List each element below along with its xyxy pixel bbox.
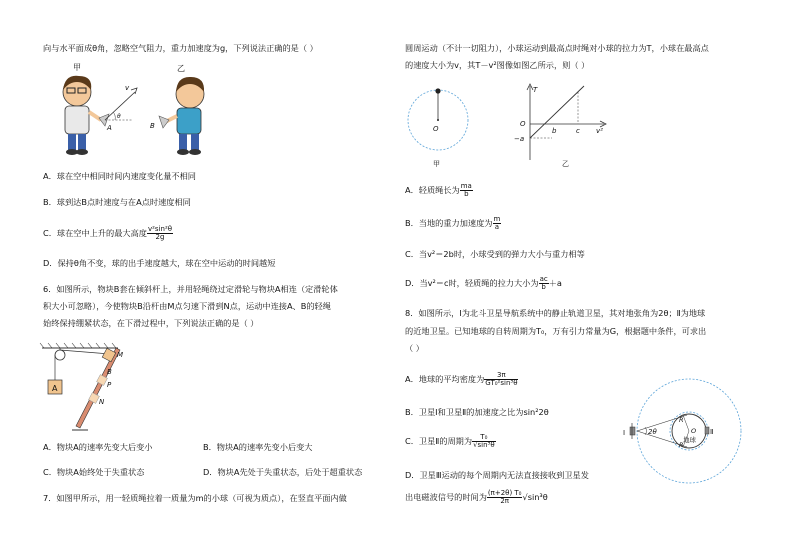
label-yi: 乙 [177,64,185,73]
frac-num: ma [460,182,472,190]
q6-option-c: C．物块A始终处于失重状态 [43,467,145,477]
frac-num: 3π [484,372,518,380]
q6-figure [38,340,143,432]
frac-num: T₀ [472,434,496,442]
q7-option-b-text: B．当地的重力加速度为 [405,218,493,228]
frac-num: (π+2θ) T₀ [487,489,522,497]
frac-den: b [541,283,546,291]
q5-figure [55,62,220,160]
b-tick-label: b [552,127,557,135]
q7-option-a [405,183,473,198]
frac-num: v²sin²θ [147,225,173,233]
c-tick-label: c [576,127,580,135]
frac-num: ac [539,275,548,283]
q7-line-1: 7．如图甲所示，用一轻质绳拉着一质量为m的小球（可视为质点），在竖直平面内做 [43,493,347,503]
frac-num: m [493,215,501,223]
v2-axis-label: v² [596,127,603,135]
q7-option-a-fraction [460,183,473,198]
boy-yi-illustration [159,77,204,155]
q5-intro: 向与水平面成θ角，忽略空气阻力，重力加速度为g，下列说法正确的是（ ） [43,43,318,53]
label-theta: θ [117,113,121,120]
q6-line-2: 积大小可忽略），今使物块B沿杆由M点匀速下滑到N点，运动中连接A、B的轻绳 [43,301,331,311]
q8-figure [615,375,763,490]
point-p-label: P [107,381,112,389]
q5-option-c-text: C．球在空中上升的最大高度 [43,228,147,238]
q7-option-d-text: D．当v²＝c时，轻质绳的拉力大小为 [405,278,539,288]
q7-option-b [405,216,501,231]
q7-line-3: 的速度大小为v，其T－v²图像如图乙所示，则（ ） [405,60,590,70]
sat-1-label: Ⅰ [623,429,626,437]
label-v: v [125,84,130,92]
q8-option-d-fraction [487,490,523,505]
q7-option-a-text: A．轻质绳长为 [405,185,460,195]
q7-figure-jia [403,82,473,172]
two-theta-label: 2θ [648,428,657,436]
label-yi-right: 乙 [562,160,569,168]
block-a-label: A [52,384,58,393]
label-b: B [150,122,155,130]
q5-option-a: A．球在空中相同时间内速度变化量不相同 [43,171,196,181]
q5-option-d: D．保持θ角不变，球的出手速度越大，球在空中运动的时间越短 [43,258,276,268]
earth-label: 地球 [683,436,696,444]
q5-option-c-fraction [147,226,173,241]
q8-option-d-suffix: √sin³θ [522,492,548,502]
point-b-label: B [107,368,112,376]
q6-option-d: D．物块A先处于失重状态，后处于超重状态 [203,467,363,477]
boy-jia-illustration [63,76,109,155]
q8-option-c [405,434,496,449]
q8-line-3: （ ） [405,343,424,353]
q8-option-d-text: 出电磁波信号的时间为 [405,492,487,502]
q8-option-a-fraction [484,372,518,387]
label-a: A [107,124,112,132]
sat-2-label: Ⅱ [710,428,714,436]
q8-option-c-fraction [472,434,496,449]
q8-option-b: B．卫星Ⅰ和卫星Ⅱ的加速度之比为sin²2θ [405,407,549,417]
q8-line-1: 8．如图所示，Ⅰ为北斗卫星导航系统中的静止轨道卫星，其对地张角为2θ；Ⅱ为地球 [405,308,706,318]
q6-line-3: 始终保持绷紧状态，在下滑过程中，下列说法正确的是（ ） [43,318,259,328]
origin-label: O [520,120,526,128]
q7-option-d-fraction [539,276,549,291]
frac-den: √sin³θ [473,441,495,449]
point-n-label: N [99,398,105,406]
q7-figure-yi-graph [512,82,612,172]
q6-line-1: 6．如图所示，物块B套在倾斜杆上，并用轻绳绕过定滑轮与物块A相连（定滑轮体 [43,284,338,294]
q7-option-c: C．当v²＝2b时，小球受到的弹力大小与重力相等 [405,249,585,259]
frac-den: a [494,223,500,231]
q7-option-b-fraction [493,216,502,231]
label-jia-right: 甲 [433,160,440,168]
q7-option-d-suffix: ＋a [548,278,562,288]
q5-option-c [43,226,173,241]
radius-2-label: R [679,441,684,449]
frac-den: 2g [155,233,165,241]
q8-option-d-line-2 [405,490,548,505]
q5-option-b: B．球到达B点时速度与在A点时速度相同 [43,197,191,207]
minus-a-label: −a [514,135,525,143]
t-axis-label: T [533,86,538,94]
q6-option-a: A．物块A的速率先变大后变小 [43,442,153,452]
point-m-label: M [117,351,124,359]
center-o-label: O [433,125,439,133]
q8-option-a-text: A．地球的平均密度为 [405,374,485,384]
earth-center-label: O [691,427,697,435]
q6-option-b: B．物块A的速率先变小后变大 [203,442,313,452]
q8-line-2: 的近地卫星。已知地球的自转周期为T₀，万有引力常量为G，根据题中条件，可求出 [405,326,707,336]
q8-option-c-text: C．卫星Ⅱ的周期为 [405,436,473,446]
frac-den: 2π [500,497,510,505]
q7-line-2: 圆周运动（不计一切阻力），小球运动到最高点时绳对小球的拉力为T，小球在最高点 [405,43,709,53]
q8-option-a [405,372,518,387]
q7-option-d [405,276,562,291]
label-jia: 甲 [73,63,81,72]
radius-1-label: R [679,416,684,424]
q8-option-d-line-1: D．卫星Ⅲ运动的每个周期内无法直接接收到卫星发 [405,470,589,480]
frac-den: GT₀²sin³θ [485,379,518,387]
frac-den: b [464,190,469,198]
